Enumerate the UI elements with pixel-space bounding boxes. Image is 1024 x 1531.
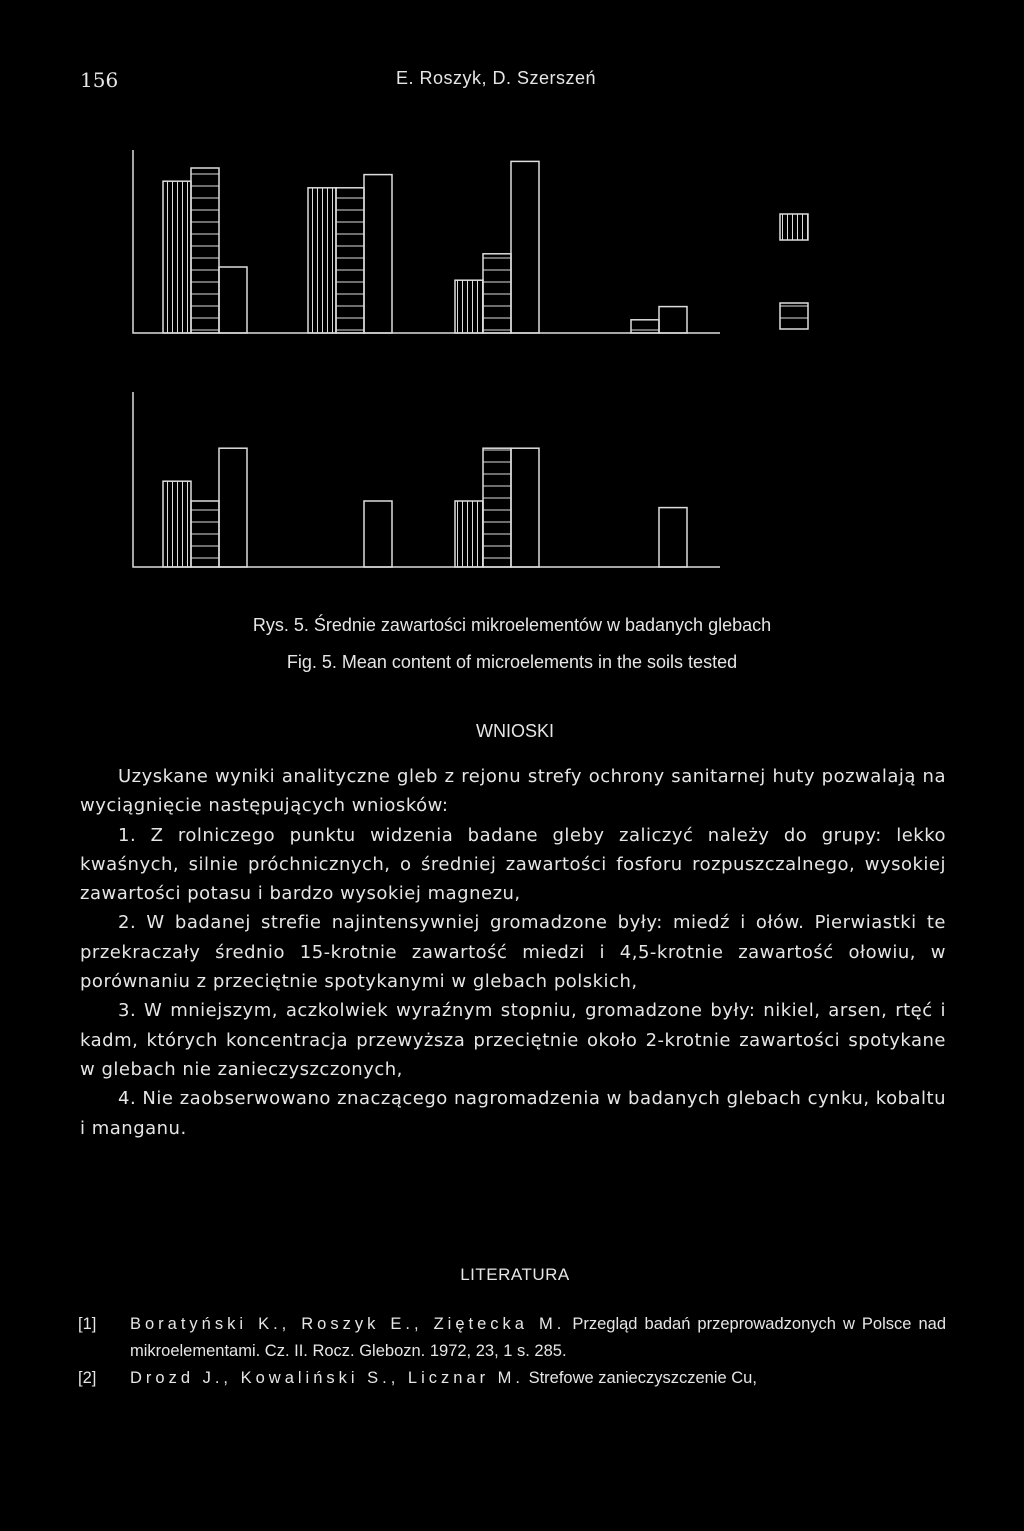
references-list <box>78 1311 946 1392</box>
reference-number: [1] <box>78 1315 97 1333</box>
bar <box>483 254 511 333</box>
reference-text: Przegląd badań przeprowadzonych w Polsce nad mikroelementami. Cz. II. Rocz. Glebozn. 1972, 23, 1 s. 285. <box>130 1315 946 1360</box>
reference-item <box>78 1311 946 1365</box>
figure-5 <box>0 0 1024 600</box>
figure-caption-polish: Rys. 5. Średnie zawartości mikroelementów w badanych glebach <box>252 615 772 635</box>
chart-axis <box>133 392 720 567</box>
bar <box>631 320 659 333</box>
bar <box>483 448 511 567</box>
bar <box>364 175 392 333</box>
reference-number: [2] <box>78 1369 97 1387</box>
conclusions-intro: Uzyskane wyniki analityczne gleb z rejonu strefy ochrony sanitarnej huty pozwalają na wyciągnięcie następujących wniosków: <box>80 766 946 817</box>
literature-heading: LITERATURA <box>460 1265 570 1284</box>
bar <box>455 280 483 333</box>
conclusions-heading: WNIOSKI <box>475 721 554 741</box>
reference-authors: Drozd J., Kowaliński S., Licznar M. <box>130 1369 524 1387</box>
reference-text: Strefowe zanieczyszczenie Cu, <box>524 1369 757 1387</box>
legend-vertical-hatch-swatch <box>780 214 808 240</box>
conclusions-body <box>80 762 946 1143</box>
bar <box>308 188 336 333</box>
bar <box>336 188 364 333</box>
chart-legend <box>780 214 808 329</box>
legend-horizontal-hatch-swatch <box>780 303 808 329</box>
bar <box>219 267 247 333</box>
conclusion-point-4: 4. Nie zaobserwowano znaczącego nagromadzenia w badanych glebach cynku, kobaltu i manganu. <box>80 1088 946 1139</box>
bar <box>455 501 483 567</box>
bar <box>659 307 687 333</box>
top-bar-panel <box>133 150 720 333</box>
bar <box>511 448 539 567</box>
page-number: 156 <box>80 68 119 92</box>
bar <box>364 501 392 567</box>
bar <box>163 481 191 567</box>
conclusion-point-3: 3. W mniejszym, aczkolwiek wyraźnym stopniu, gromadzone były: nikiel, arsen, rtęć i kadm, których koncentracja przewyższa przeciętnie około 2-krotnie zawartości spotykane w glebach nie zanieczyszczonych, <box>80 1000 946 1080</box>
bar <box>191 501 219 567</box>
running-header-authors: E. Roszyk, D. Szerszeń <box>396 68 597 88</box>
figure-caption-english: Fig. 5. Mean content of microelements in the soils tested <box>286 652 738 672</box>
conclusion-point-1: 1. Z rolniczego punktu widzenia badane gleby zaliczyć należy do grupy: lekko kwaśnych, silnie próchnicznych, o średniej zawartości fosforu rozpuszczalnego, wysokiej zawartości potasu i bardzo wysokiej magnezu, <box>80 824 946 905</box>
reference-item <box>78 1365 946 1392</box>
bar <box>659 508 687 567</box>
bar <box>219 448 247 567</box>
bar <box>511 161 539 333</box>
bar <box>163 181 191 333</box>
bottom-bar-panel <box>133 392 720 567</box>
bar-chart-svg <box>0 0 1024 600</box>
chart-axis <box>133 150 720 333</box>
conclusion-point-2: 2. W badanej strefie najintensywniej gromadzone były: miedź i ołów. Pierwiastki te przekraczały średnio 15-krotnie zawartość miedzi i 4,5-krotnie zawartość ołowiu, w porównaniu z przeciętnie spotykanymi w glebach polskich, <box>80 912 946 993</box>
reference-authors: Boratyński K., Roszyk E., Ziętecka M. <box>130 1315 566 1333</box>
bar <box>191 168 219 333</box>
